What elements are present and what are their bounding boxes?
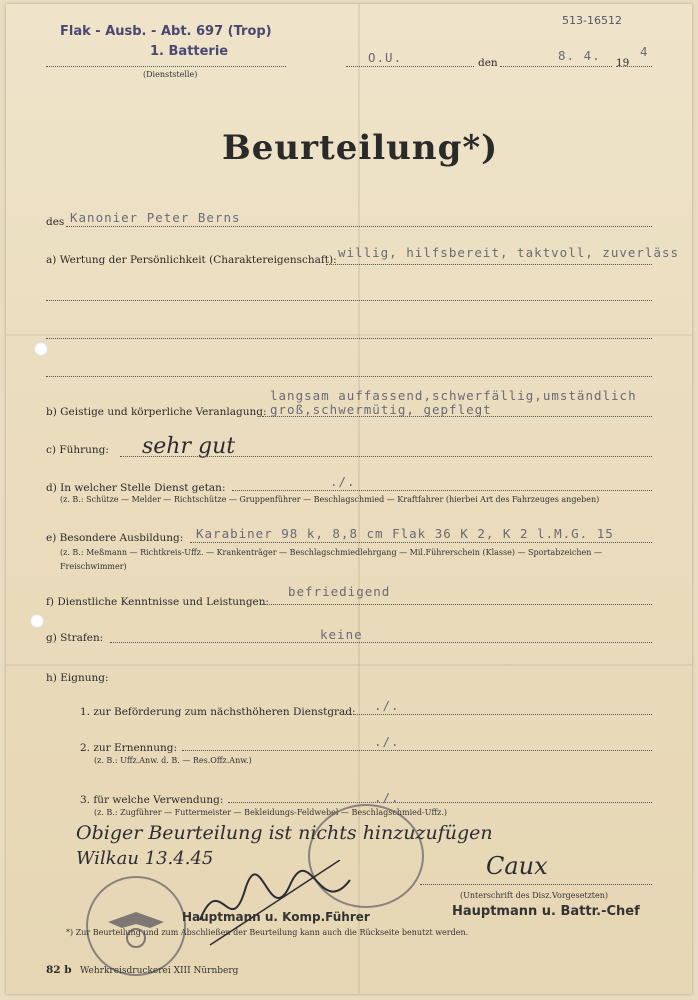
section-d-label: d) In welcher Stelle Dienst getan: <box>46 482 226 494</box>
printer-name: Wehrkreisdruckerei XIII Nürnberg <box>80 966 239 976</box>
archive-number: 513-16512 <box>562 14 622 27</box>
section-h-label: h) Eignung: <box>46 672 109 684</box>
year-prefix: 19 <box>616 57 630 69</box>
section-h1-label: 1. zur Beförderung zum nächsthöheren Dienstgrad: <box>80 706 356 718</box>
section-b-label: b) Geistige und körperliche Veranlagung: <box>46 406 267 418</box>
section-a-value: willig, hilfsbereit, taktvoll, zuverläss <box>338 245 680 260</box>
section-h3-label: 3. für welche Verwendung: <box>80 794 224 806</box>
unit-stamp-line1: Flak - Ausb. - Abt. 697 (Trop) <box>60 24 272 39</box>
signature-right-title: Hauptmann u. Battr.-Chef <box>452 904 640 919</box>
place-field: O.U. <box>368 50 403 65</box>
year-suffix: 4 <box>640 44 649 59</box>
handwritten-remark: Obiger Beurteilung ist nichts hinzuzufügen <box>76 822 493 844</box>
document-title: Beurteilung*) <box>222 128 499 168</box>
eagle-seal-stamp <box>86 876 186 976</box>
section-a-label: a) Wertung der Persönlichkeit (Charaktereigenschaft): <box>46 254 337 266</box>
date-field: 8. 4. <box>558 48 601 63</box>
section-h3-hint: (z. B.: Zugführer — Futtermeister — Bekleidungs-Feldwebel — Beschlagschmied-Uffz.) <box>94 808 448 817</box>
subject-name: Kanonier Peter Berns <box>70 210 241 225</box>
section-g-label: g) Strafen: <box>46 632 104 644</box>
section-e-hint1: (z. B.: Meßmann — Richtkreis-Uffz. — Krankenträger — Beschlagschmiedlehrgang — Mil.Führerschein (Klasse) — Sportabzeichen — <box>60 548 602 557</box>
eagle-emblem-icon <box>88 878 184 974</box>
printer-code: 82 b <box>46 964 72 976</box>
section-h1-value: ./. <box>374 698 400 713</box>
section-h2-label: 2. zur Ernennung: <box>80 742 177 754</box>
den-label: den <box>478 57 498 69</box>
fold-line <box>6 334 692 336</box>
punch-hole <box>30 614 44 628</box>
section-e-hint2: Freischwimmer) <box>60 562 127 571</box>
signature-right-caption: (Unterschrift des Disz.Vorgesetzten) <box>460 891 608 900</box>
section-b-value-line1: langsam auffassend,schwerfällig,umständlich <box>270 388 637 403</box>
fold-line <box>6 664 692 666</box>
section-d-value: ./. <box>330 474 356 489</box>
signature-right: Caux <box>486 852 548 880</box>
section-c-value: sehr gut <box>142 434 236 459</box>
section-e-label: e) Besondere Ausbildung: <box>46 532 184 544</box>
unit-stamp-line2: 1. Batterie <box>150 44 229 59</box>
section-b-value-line2: groß,schwermütig, gepflegt <box>270 402 492 417</box>
signature-left-title: Hauptmann u. Komp.Führer <box>182 910 370 924</box>
section-e-value: Karabiner 98 k, 8,8 cm Flak 36 K 2, K 2 l.M.G. 15 <box>196 526 614 541</box>
section-d-hint: (z. B.: Schütze — Melder — Richtschütze — Gruppenführer — Beschlagschmied — Kraftfahrer (hierbei Art des Fahrzeuges angeben) <box>60 495 600 504</box>
dienststelle-label: (Dienststelle) <box>143 70 198 79</box>
footnote: *) Zur Beurteilung und zum Abschließen der Beurteilung kann auch die Rückseite benutzt werden. <box>66 928 469 937</box>
section-h3-value: ./. <box>374 790 400 805</box>
section-h2-hint: (z. B.: Uffz.Anw. d. B. — Res.Offz.Anw.) <box>94 756 252 765</box>
section-g-value: keine <box>320 627 363 642</box>
section-c-label: c) Führung: <box>46 444 109 456</box>
des-label: des <box>46 216 65 228</box>
section-h2-value: ./. <box>374 734 400 749</box>
handwritten-place-date: Wilkau 13.4.45 <box>76 848 214 869</box>
punch-hole <box>34 342 48 356</box>
section-f-label: f) Dienstliche Kenntnisse und Leistungen: <box>46 596 270 608</box>
section-f-value: befriedigend <box>288 584 391 599</box>
